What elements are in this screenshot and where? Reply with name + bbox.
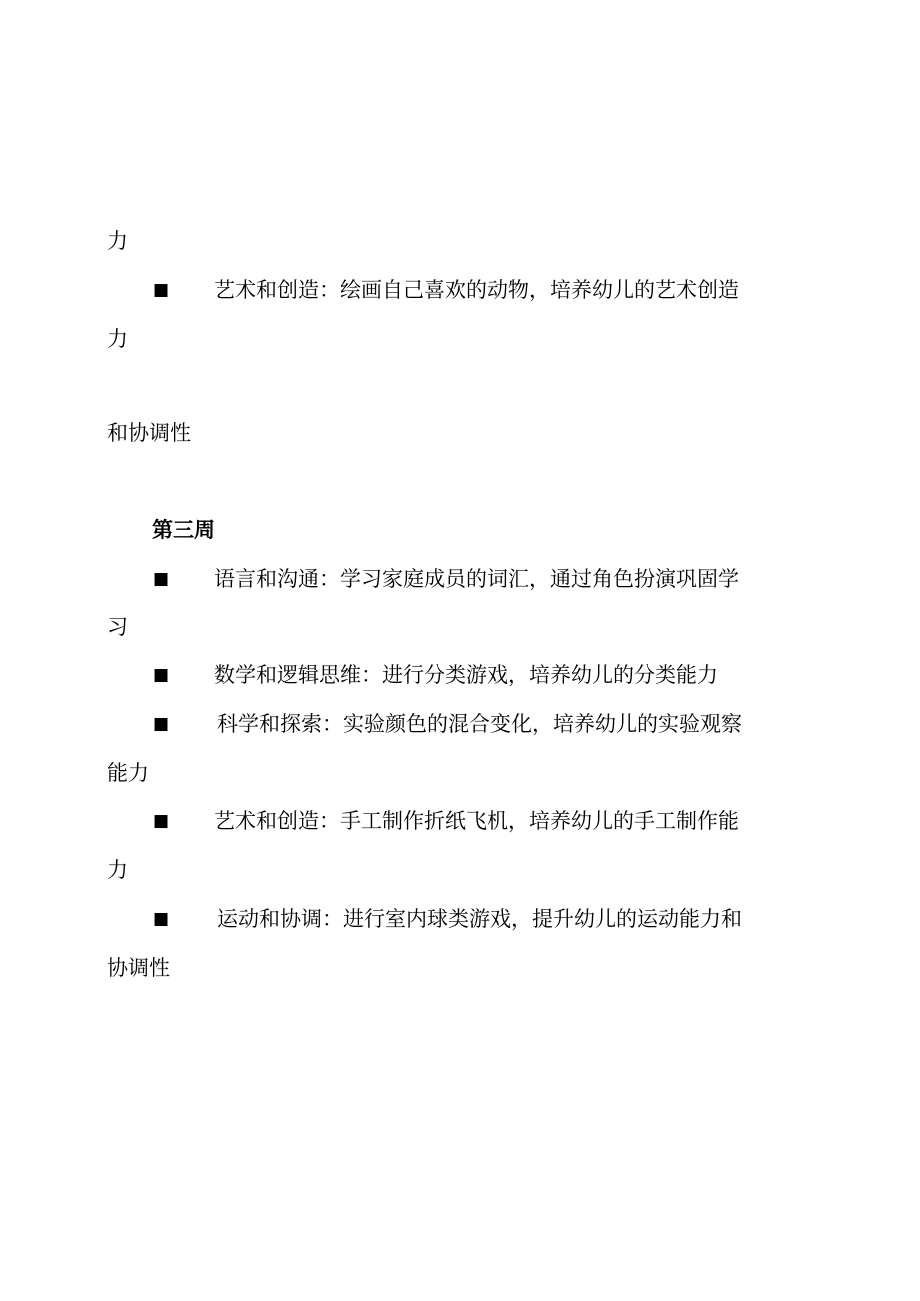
list-item-text: 语言和沟通：学习家庭成员的词汇，通过角色扮演巩固学 [214,567,739,591]
list-item-continuation: 能力 [107,761,149,785]
continuation-text: 力 [107,229,128,253]
bullet-icon: ■ [153,569,170,589]
continuation-text: 和协调性 [107,421,191,445]
bullet-icon: ■ [153,909,170,929]
list-item-continuation: 力 [107,327,128,351]
bullet-icon: ■ [153,280,170,300]
list-item-continuation: 习 [107,615,128,639]
list-item-continuation: 协调性 [107,956,170,980]
bullet-icon: ■ [153,811,170,831]
bullet-icon: ■ [153,665,170,685]
list-item-continuation: 力 [107,858,128,882]
list-item-text: 数学和逻辑思维：进行分类游戏，培养幼儿的分类能力 [214,663,718,687]
bullet-icon: ■ [153,714,170,734]
list-item-text: 艺术和创造：绘画自己喜欢的动物，培养幼儿的艺术创造 [214,278,739,302]
list-item-text: 运动和协调：进行室内球类游戏，提升幼儿的运动能力和 [217,907,742,931]
section-heading: 第三周 [152,518,215,542]
list-item-text: 艺术和创造：手工制作折纸飞机，培养幼儿的手工制作能 [214,809,739,833]
list-item-text: 科学和探索：实验颜色的混合变化，培养幼儿的实验观察 [217,712,742,736]
